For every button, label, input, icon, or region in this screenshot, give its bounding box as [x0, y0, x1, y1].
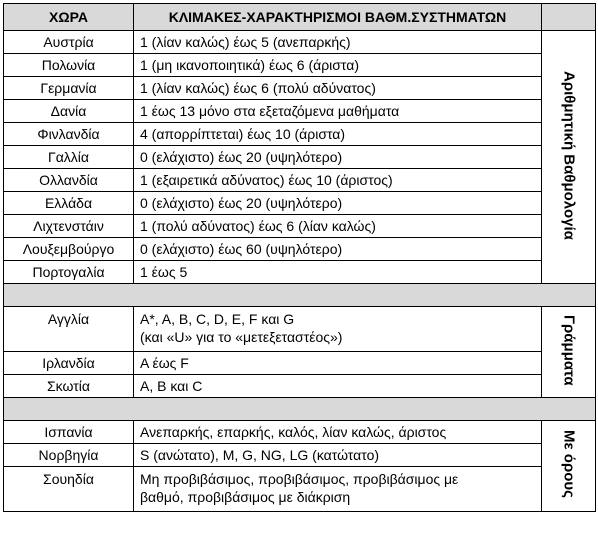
group-label-terms: Με όρους [560, 430, 578, 498]
table-row [4, 100, 596, 123]
table-row [4, 77, 596, 100]
header-row [4, 4, 596, 31]
scale-cell: 0 (ελάχιστο) έως 60 (υψηλότερο) [134, 238, 542, 261]
table-row [4, 467, 596, 512]
country-cell: Πολωνία [4, 54, 134, 77]
scale-cell [134, 307, 542, 352]
country-cell: Λιχτενστάιν [4, 215, 134, 238]
separator-row [4, 284, 596, 307]
scale-cell: 0 (ελάχιστο) έως 20 (υψηλότερο) [134, 146, 542, 169]
table-row [4, 421, 596, 444]
header-scales: ΚΛΙΜΑΚΕΣ-ΧΑΡΑΚΤΗΡΙΣΜΟΙ ΒΑΘΜ.ΣΥΣΤΗΜΑΤΩΝ [134, 4, 542, 31]
table-row [4, 146, 596, 169]
country-cell: Ιρλανδία [4, 352, 134, 375]
scale-cell: Ανεπαρκής, επαρκής, καλός, λίαν καλώς, άριστος [134, 421, 542, 444]
group-label-cell [542, 31, 596, 284]
country-cell: Ισπανία [4, 421, 134, 444]
scale-cell: 1 έως 5 [134, 261, 542, 284]
country-cell: Λουξεμβούργο [4, 238, 134, 261]
scale-cell: 1 (μη ικανοποιητικά) έως 6 (άριστα) [134, 54, 542, 77]
group-label-letters: Γράμματα [560, 314, 578, 386]
table-row [4, 215, 596, 238]
table-row [4, 54, 596, 77]
scale-cell: 1 (πολύ αδύνατος) έως 6 (λίαν καλώς) [134, 215, 542, 238]
grading-table-container [3, 3, 596, 512]
scale-cell: S (ανώτατο), M, G, NG, LG (κατώτατο) [134, 444, 542, 467]
group-label-cell [542, 421, 596, 512]
header-country: ΧΩΡΑ [4, 4, 134, 31]
table-row [4, 307, 596, 352]
separator-cell [4, 284, 596, 307]
scale-cell: 1 (λίαν καλώς) έως 5 (ανεπαρκής) [134, 31, 542, 54]
country-cell: Ελλάδα [4, 192, 134, 215]
separator-row [4, 398, 596, 421]
country-cell: Φινλανδία [4, 123, 134, 146]
group-label-cell [542, 307, 596, 398]
group-label-numeric: Αριθμητική Βαθμολογία [560, 70, 578, 240]
scale-cell: 4 (απορρίπτεται) έως 10 (άριστα) [134, 123, 542, 146]
table-row [4, 31, 596, 54]
country-cell: Νορβηγία [4, 444, 134, 467]
scale-cell: 0 (ελάχιστο) έως 20 (υψηλότερο) [134, 192, 542, 215]
country-cell: Γερμανία [4, 77, 134, 100]
country-cell: Γαλλία [4, 146, 134, 169]
grading-systems-table [3, 3, 596, 512]
table-row [4, 238, 596, 261]
table-row [4, 192, 596, 215]
scale-line: A*, A, B, C, D, E, F και G [140, 311, 295, 327]
scale-cell: 1 (λίαν καλώς) έως 6 (πολύ αδύνατος) [134, 77, 542, 100]
table-row [4, 261, 596, 284]
scale-cell: 1 έως 13 μόνο στα εξεταζόμενα μαθήματα [134, 100, 542, 123]
country-cell: Δανία [4, 100, 134, 123]
separator-cell [4, 398, 596, 421]
table-row [4, 169, 596, 192]
country-cell: Αυστρία [4, 31, 134, 54]
table-row [4, 352, 596, 375]
country-cell: Σουηδία [4, 467, 134, 512]
table-row [4, 444, 596, 467]
country-cell: Ολλανδία [4, 169, 134, 192]
scale-cell: 1 (εξαιρετικά αδύνατος) έως 10 (άριστος) [134, 169, 542, 192]
scale-cell [134, 467, 542, 512]
country-cell: Σκωτία [4, 375, 134, 398]
scale-cell: A, B και C [134, 375, 542, 398]
country-cell: Πορτογαλία [4, 261, 134, 284]
scale-cell: A έως F [134, 352, 542, 375]
country-cell: Αγγλία [4, 307, 134, 352]
scale-line: βαθμό, προβιβάσιμος με διάκριση [140, 489, 351, 505]
scale-line: Μη προβιβάσιμος, προβιβάσιμος, προβιβάσιμος με [140, 471, 459, 487]
table-row [4, 375, 596, 398]
scale-line: (και «U» για το «μετεξεταστέος») [140, 329, 343, 345]
header-blank [542, 4, 596, 31]
table-row [4, 123, 596, 146]
